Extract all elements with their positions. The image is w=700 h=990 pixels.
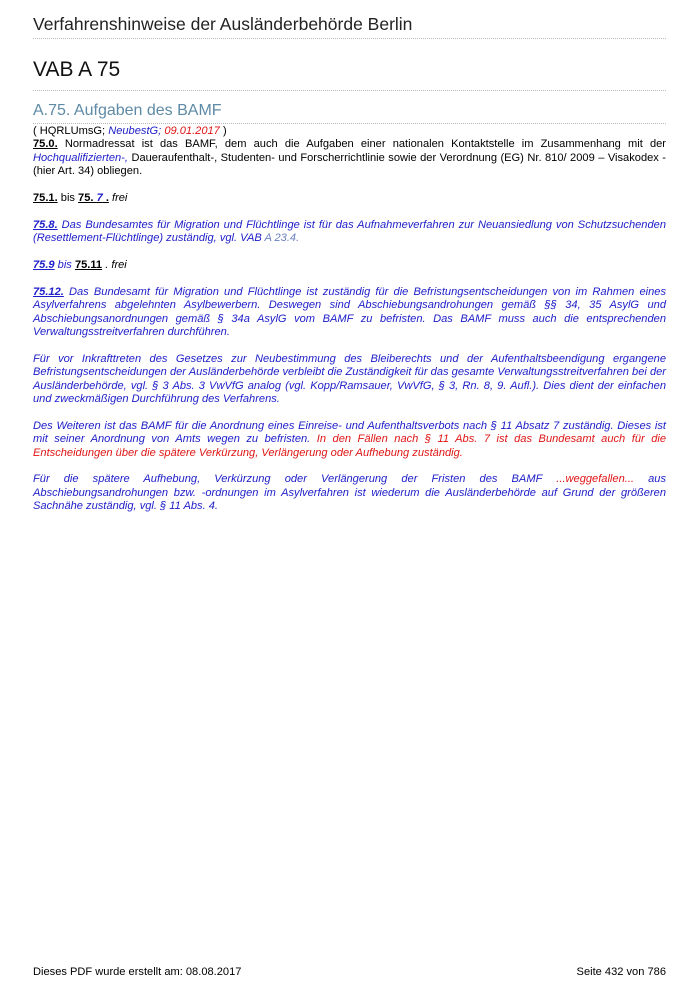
paragraph-75-9: [33, 259, 666, 272]
paragraph-spaetere-aufhebung: [33, 473, 666, 513]
source-neubest: NeubestG;: [108, 125, 165, 137]
para-number-75-11[interactable]: 75.11: [74, 259, 103, 272]
title-divider: [33, 38, 666, 39]
paragraph-75-12: [33, 286, 666, 340]
para-text: Das Bundesamtes für Migration und Flüchtlinge ist für das Aufnahmeverfahren zur Neuansiedlung von Schutzsuchenden (Resettlement-Flüchtlinge) zuständig, vgl. VAB: [33, 218, 666, 245]
source-line: [33, 125, 666, 138]
para-text: Das Bundesamt für Migration und Flüchtlinge ist zuständig für die Befristungsentscheidungen von im Rahmen eines Asylverfahrens abgelehnten Asylbewerbern. Deswegen sind Abschiebungsandrohungen gemäß §§ 34, 35 AsylG und Abschiebungsanordnungen gemäß § 34a AsylG vom BAMF zu befristen. Das BAMF muss auch die entsprechenden Verwaltungsstreitverfahren durchführen.: [33, 285, 666, 339]
para-number-75-12[interactable]: 75.12.: [33, 285, 64, 298]
para-number-75-0[interactable]: 75.0.: [33, 138, 58, 151]
vab-heading: VAB A 75: [33, 58, 121, 81]
para-blue-text: Hochqualifizierten-,: [33, 151, 128, 164]
paragraph-75-0: [33, 138, 666, 178]
page-footer: [33, 966, 666, 978]
paragraph-inkrafttreten: Für vor Inkrafttreten des Gesetzes zur Neubestimmung des Bleiberechts und der Aufenthaltsbeendigung ergangene Befristungsentscheidungen der Ausländerbehörde verbleibt die Zuständigkeit für das gesamte Verwaltungsstreitverfahren bei der Ausländerbehörde, vgl. § 3 Abs. 3 VwVfG analog (vgl. Kopp/Ramsauer, VwVfG, § 3, Rn. 8, 9. Aufl.). Dies dient der einfachen und zweckmäßigen Durchführung des Verfahrens.: [33, 352, 666, 406]
paragraph-des-weiteren: [33, 420, 666, 460]
footer-created-date: Dieses PDF wurde erstellt am: 08.08.2017: [33, 966, 242, 978]
para-blue-text: Des Weiteren ist das BAMF für die Anordnung eines Einreise- und Aufenthaltsverbots nach § 11 Absatz 7 zuständig. Dieses ist mit seiner Anordnung von Amts wegen zu befristen.: [33, 419, 666, 446]
frei-text: frei: [108, 192, 128, 205]
para-blue-text: Für die spätere Aufhebung, Verkürzung oder Verlängerung der Fristen des BAMF: [33, 473, 557, 486]
paragraph-75-1: [33, 192, 666, 205]
document-page: [33, 0, 666, 514]
para-text: Normadressat ist das BAMF, dem auch die Aufgaben einer nationalen Kontaktstelle im Zusammenhang mit der: [57, 138, 666, 151]
vab-divider: [33, 90, 666, 91]
para-red-text: In den Fällen nach § 11 Abs. 7 ist das Bundesamt auch für die Entscheidungen über die spätere Verkürzung, Verlängerung oder Aufhebung zuständig.: [33, 433, 667, 459]
vab-reference-link[interactable]: A 23.4.: [264, 232, 300, 245]
section-heading: A.75. Aufgaben des BAMF: [33, 102, 222, 119]
paragraph-75-8: [33, 219, 666, 246]
section-divider: [33, 123, 666, 124]
bis-text: bis: [54, 259, 75, 272]
footer-page-number: Seite 432 von 786: [576, 966, 666, 978]
source-date: 09.01.2017: [164, 125, 220, 137]
para-text: Daueraufenthalt-, Studenten- und Forscherrichtlinie sowie der Verordnung (EG) Nr. 810/ 2009 – Visakodex - (hier Art. 34) obliegen.: [33, 151, 666, 178]
source-close: ): [219, 125, 227, 137]
para-red-text: ...weggefallen...: [556, 473, 634, 486]
bis-text: bis: [57, 192, 79, 205]
frei-text: . frei: [102, 259, 127, 272]
para-blue-text: aus Abschiebungsandrohungen bzw. -ordnungen im Asylverfahren ist wiederum die Ausländerbehörde auf Grund der größeren Sachnähe zuständig, vgl. § 11 Abs. 4.: [33, 473, 667, 513]
para-number-75-7[interactable]: 75. 7 .: [78, 192, 109, 205]
document-title: Verfahrenshinweise der Ausländerbehörde Berlin: [33, 14, 413, 34]
para-number-75-1[interactable]: 75.1.: [33, 192, 58, 205]
source-open: ( HQRLUmsG;: [33, 125, 109, 137]
para-number-75-8[interactable]: 75.8.: [33, 218, 58, 231]
para-number-75-9[interactable]: 75.9: [33, 259, 55, 272]
